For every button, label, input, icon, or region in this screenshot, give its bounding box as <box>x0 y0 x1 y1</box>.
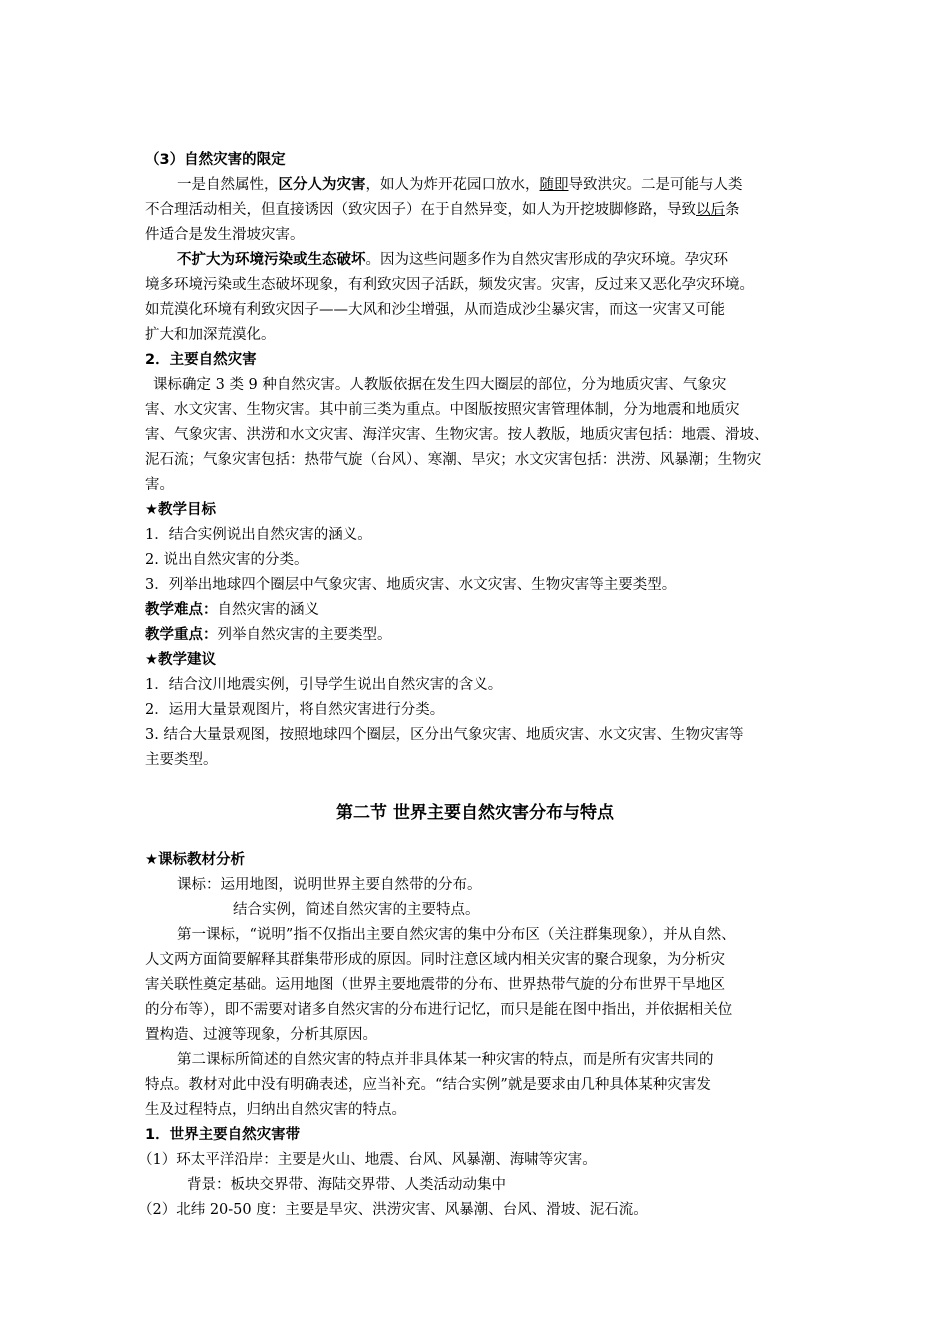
focus-label: 教学重点： <box>145 627 218 643</box>
paragraph-line: 第一课标，“说明”指不仅指出主要自然灾害的集中分布区（关注群集现象），并从自然、 <box>177 927 736 943</box>
paragraph-line: 特点。教材对此中没有明确表述，应当补充。“结合实例”就是要求由几种具体某种灾害发 <box>145 1077 711 1093</box>
paragraph-line: 课标确定 3 类 9 种自然灾害。人教版依据在发生四大圈层的部位，分为地质灾害、气象灾 <box>153 377 727 393</box>
paragraph-line: 结合实例，简述自然灾害的主要特点。 <box>233 902 480 918</box>
paragraph-line: 生及过程特点，归纳出自然灾害的特点。 <box>145 1102 406 1118</box>
paragraph-line: 置构造、过渡等现象，分析其原因。 <box>145 1027 377 1043</box>
list-item: 背景：板块交界带、海陆交界带、人类活动动集中 <box>187 1177 506 1193</box>
underlined-text: 随即 <box>539 177 569 193</box>
list-item: 3. 结合大量景观图，按照地球四个圈层，区分出气象灾害、地质灾害、水文灾害、生物灾害等 <box>145 727 744 743</box>
paragraph-line: 害、气象灾害、洪涝和水文灾害、海洋灾害、生物灾害。按人教版，地质灾害包括：地震、滑坡、 <box>145 427 769 443</box>
paragraph-line: 不合理活动相关，但直接诱因（致灾因子）在于自然异变，如人为开挖坡脚修路，导致以后条 <box>145 202 740 218</box>
list-item: 2．运用大量景观图片，将自然灾害进行分类。 <box>145 702 445 718</box>
list-item: 1．结合汶川地震实例，引导学生说出自然灾害的含义。 <box>145 677 503 693</box>
list-item: （2）北纬 20-50 度：主要是旱灾、洪涝灾害、风暴潮、台风、滑坡、泥石流。 <box>138 1202 648 1218</box>
paragraph-line: 一是自然属性，区分人为灾害，如人为炸开花园口放水，随即导致洪灾。二是可能与人类 <box>177 177 743 193</box>
limit-heading: （3）自然灾害的限定 <box>145 152 286 168</box>
list-item: 主要类型。 <box>145 752 218 768</box>
difficulty-line: 教学难点：自然灾害的涵义 <box>145 602 319 618</box>
underlined-text: 以后 <box>696 202 725 218</box>
emphasis-text: 不扩大为环境污染或生态破坏 <box>177 252 366 268</box>
list-item: （1）环太平洋沿岸：主要是火山、地震、台风、风暴潮、海啸等灾害。 <box>138 1152 597 1168</box>
paragraph-line: 境多环境污染或生态破坏现象，有利致灾因子活跃，频发灾害。灾害，反过来又恶化孕灾环境。 <box>145 277 754 293</box>
paragraph-line: 的分布等），即不需要对诸多自然灾害的分布进行记忆，而只是能在图中指出，并依据相关位 <box>145 1002 733 1018</box>
focus-line: 教学重点：列举自然灾害的主要类型。 <box>145 627 392 643</box>
advice-heading: ★教学建议 <box>145 652 216 668</box>
paragraph-line: 人文两方面简要解释其群集带形成的原因。同时注意区域内相关灾害的聚合现象，为分析灾 <box>145 952 725 968</box>
belt-heading: 1．世界主要自然灾害带 <box>145 1127 301 1143</box>
paragraph-line: 件适合是发生滑坡灾害。 <box>145 227 305 243</box>
paragraph-line: 泥石流；气象灾害包括：热带气旋（台风）、寒潮、旱灾；水文灾害包括：洪涝、风暴潮；生物灾 <box>145 452 762 468</box>
paragraph-line: 如荒漠化环境有利致灾因子——大风和沙尘增强，从而造成沙尘暴灾害，而这一灾害又可能 <box>145 302 725 318</box>
paragraph-line: 第二课标所简述的自然灾害的特点并非具体某一种灾害的特点，而是所有灾害共同的 <box>177 1052 714 1068</box>
analysis-heading: ★课标教材分析 <box>145 852 245 868</box>
paragraph-line: 不扩大为环境污染或生态破坏。因为这些问题多作为自然灾害形成的孕灾环境。孕灾环 <box>145 250 815 270</box>
paragraph-line: 害。 <box>145 477 174 493</box>
goals-heading: ★教学目标 <box>145 502 216 518</box>
paragraph-line: 害、水文灾害、生物灾害。其中前三类为重点。中图版按照灾害管理体制，分为地震和地质灾 <box>145 402 740 418</box>
list-item: 2. 说出自然灾害的分类。 <box>145 552 309 568</box>
difficulty-label: 教学难点： <box>145 602 218 618</box>
section-heading: 2．主要自然灾害 <box>145 352 257 368</box>
list-item: 3．列举出地球四个圈层中气象灾害、地质灾害、水文灾害、生物灾害等主要类型。 <box>145 577 677 593</box>
list-item: 1．结合实例说出自然灾害的涵义。 <box>145 527 372 543</box>
paragraph-line: 扩大和加深荒漠化。 <box>145 327 276 343</box>
emphasis-text: 区分人为灾害 <box>278 177 366 193</box>
page-title: 第二节 世界主要自然灾害分布与特点 <box>336 803 614 823</box>
paragraph-line: 害关联性奠定基础。运用地图（世界主要地震带的分布、世界热带气旋的分布世界干旱地区 <box>145 977 725 993</box>
paragraph-line: 课标：运用地图，说明世界主要自然带的分布。 <box>177 877 482 893</box>
